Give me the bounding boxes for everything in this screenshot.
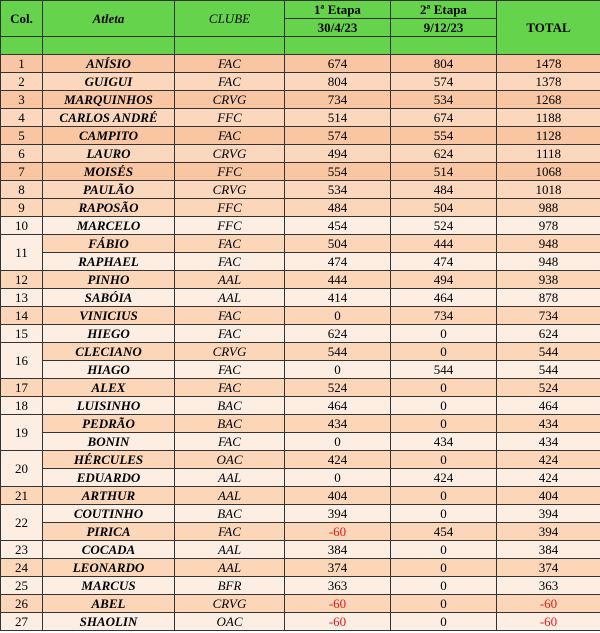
cell-atleta: RAPOSÃO [43,199,175,217]
cell-clube: FAC [175,325,285,343]
cell-col: 25 [1,577,43,595]
cell-etapa-1: 464 [285,397,391,415]
cell-total: 394 [497,505,600,523]
cell-etapa-2: 424 [391,469,497,487]
table-row [1,451,600,469]
cell-etapa-2: 0 [391,595,497,613]
header-etapa-2: 2ª Etapa [391,1,497,19]
cell-col: 6 [1,145,43,163]
cell-total: 404 [497,487,600,505]
cell-col: 13 [1,289,43,307]
cell-total: 1118 [497,145,600,163]
spacer-cell [43,37,175,55]
cell-clube: FAC [175,73,285,91]
cell-etapa-1: 804 [285,73,391,91]
cell-etapa-1: 674 [285,55,391,73]
cell-etapa-2: 0 [391,379,497,397]
cell-atleta: SABÓIA [43,289,175,307]
cell-clube: FFC [175,109,285,127]
header-etapa-1: 1ª Etapa [285,1,391,19]
table-row [1,55,600,73]
cell-etapa-1: 514 [285,109,391,127]
cell-atleta: COUTINHO [43,505,175,523]
cell-etapa-1: 534 [285,181,391,199]
cell-col: 17 [1,379,43,397]
cell-etapa-1: -60 [285,523,391,541]
cell-etapa-2: 484 [391,181,497,199]
cell-clube: FAC [175,523,285,541]
cell-etapa-1: 624 [285,325,391,343]
cell-col: 26 [1,595,43,613]
cell-etapa-2: 0 [391,577,497,595]
cell-atleta: HIAGO [43,361,175,379]
table-row [1,217,600,235]
cell-etapa-2: 0 [391,325,497,343]
cell-etapa-1: 434 [285,415,391,433]
spacer-cell [175,37,285,55]
cell-atleta: ARTHUR [43,487,175,505]
table-row [1,307,600,325]
table-row [1,613,600,631]
cell-clube: FAC [175,379,285,397]
header-col: Col. [1,1,43,37]
cell-atleta: CARLOS ANDRÉ [43,109,175,127]
cell-atleta: MOISÉS [43,163,175,181]
cell-clube: FAC [175,235,285,253]
cell-etapa-2: 464 [391,289,497,307]
cell-total: 1068 [497,163,600,181]
cell-atleta: EDUARDO [43,469,175,487]
cell-total: 988 [497,199,600,217]
cell-total: 1018 [497,181,600,199]
cell-clube: CRVG [175,91,285,109]
cell-col: 5 [1,127,43,145]
cell-clube: AAL [175,541,285,559]
cell-etapa-1: 0 [285,361,391,379]
cell-col: 15 [1,325,43,343]
cell-total: 424 [497,469,600,487]
cell-atleta: LEONARDO [43,559,175,577]
cell-clube: CRVG [175,595,285,613]
table-row [1,271,600,289]
cell-etapa-2: 524 [391,217,497,235]
cell-col: 3 [1,91,43,109]
cell-atleta: LAURO [43,145,175,163]
cell-col: 11 [1,235,43,271]
cell-total: 1378 [497,73,600,91]
table-row [1,145,600,163]
cell-clube: AAL [175,271,285,289]
cell-col: 14 [1,307,43,325]
cell-total: 384 [497,541,600,559]
cell-total: 363 [497,577,600,595]
cell-clube: FFC [175,217,285,235]
cell-etapa-2: 554 [391,127,497,145]
cell-total: 434 [497,415,600,433]
cell-etapa-1: 374 [285,559,391,577]
cell-atleta: FÁBIO [43,235,175,253]
table-row [1,325,600,343]
cell-total: -60 [497,613,600,631]
cell-col: 21 [1,487,43,505]
cell-etapa-1: 444 [285,271,391,289]
cell-etapa-1: -60 [285,595,391,613]
cell-atleta: MARQUINHOS [43,91,175,109]
cell-etapa-2: 504 [391,199,497,217]
cell-col: 4 [1,109,43,127]
cell-atleta: HÉRCULES [43,451,175,469]
cell-clube: BAC [175,397,285,415]
cell-etapa-1: 524 [285,379,391,397]
cell-etapa-2: 534 [391,91,497,109]
table-row [1,253,600,271]
cell-total: 434 [497,433,600,451]
cell-col: 16 [1,343,43,379]
cell-col: 24 [1,559,43,577]
cell-etapa-1: 0 [285,469,391,487]
cell-etapa-2: 474 [391,253,497,271]
cell-etapa-2: 454 [391,523,497,541]
cell-col: 8 [1,181,43,199]
header-atleta: Atleta [43,1,175,37]
cell-col: 19 [1,415,43,451]
table-row [1,127,600,145]
cell-etapa-1: 574 [285,127,391,145]
cell-etapa-1: 384 [285,541,391,559]
cell-etapa-2: 0 [391,505,497,523]
cell-etapa-2: 444 [391,235,497,253]
header-clube: CLUBE [175,1,285,37]
spacer-cell [1,37,43,55]
table-row [1,559,600,577]
cell-atleta: VINICIUS [43,307,175,325]
header-date-2: 9/12/23 [391,19,497,37]
cell-clube: AAL [175,289,285,307]
cell-clube: AAL [175,469,285,487]
cell-total: 978 [497,217,600,235]
cell-clube: FFC [175,199,285,217]
table-row [1,109,600,127]
cell-clube: CRVG [175,181,285,199]
cell-col: 20 [1,451,43,487]
cell-etapa-1: 474 [285,253,391,271]
cell-etapa-2: 0 [391,397,497,415]
table-row [1,361,600,379]
cell-atleta: CAMPITO [43,127,175,145]
cell-col: 10 [1,217,43,235]
cell-total: 948 [497,253,600,271]
cell-atleta: PEDRÃO [43,415,175,433]
cell-etapa-1: 414 [285,289,391,307]
cell-etapa-1: 0 [285,433,391,451]
cell-total: 544 [497,361,600,379]
cell-atleta: MARCELO [43,217,175,235]
cell-atleta: LUISINHO [43,397,175,415]
cell-total: 948 [497,235,600,253]
cell-etapa-1: 424 [285,451,391,469]
cell-clube: BFR [175,577,285,595]
cell-total: -60 [497,595,600,613]
cell-total: 524 [497,379,600,397]
cell-etapa-1: 734 [285,91,391,109]
cell-total: 424 [497,451,600,469]
cell-col: 2 [1,73,43,91]
cell-total: 734 [497,307,600,325]
cell-etapa-1: 404 [285,487,391,505]
table-row [1,433,600,451]
cell-clube: CRVG [175,145,285,163]
cell-col: 1 [1,55,43,73]
cell-total: 394 [497,523,600,541]
table-row [1,415,600,433]
spacer-cell [391,37,497,55]
cell-total: 938 [497,271,600,289]
cell-atleta: CLECIANO [43,343,175,361]
cell-clube: AAL [175,559,285,577]
cell-clube: FAC [175,307,285,325]
table-row [1,541,600,559]
cell-total: 1188 [497,109,600,127]
cell-clube: CRVG [175,343,285,361]
cell-total: 1128 [497,127,600,145]
cell-atleta: GUIGUI [43,73,175,91]
cell-etapa-1: 484 [285,199,391,217]
table-row [1,91,600,109]
cell-etapa-2: 0 [391,541,497,559]
cell-etapa-1: 554 [285,163,391,181]
cell-etapa-1: 454 [285,217,391,235]
cell-atleta: PIRICA [43,523,175,541]
table-row [1,343,600,361]
cell-etapa-1: 394 [285,505,391,523]
cell-etapa-2: 0 [391,451,497,469]
cell-atleta: SHAOLIN [43,613,175,631]
cell-col: 23 [1,541,43,559]
cell-etapa-2: 0 [391,343,497,361]
table-row [1,577,600,595]
cell-clube: OAC [175,613,285,631]
table-row [1,235,600,253]
table-row [1,199,600,217]
cell-etapa-1: -60 [285,613,391,631]
cell-etapa-1: 504 [285,235,391,253]
cell-clube: OAC [175,451,285,469]
cell-etapa-2: 0 [391,487,497,505]
cell-total: 1478 [497,55,600,73]
table-row [1,469,600,487]
table-body [1,55,600,631]
table-row [1,595,600,613]
cell-clube: FAC [175,361,285,379]
cell-etapa-1: 544 [285,343,391,361]
cell-clube: AAL [175,487,285,505]
table-row [1,397,600,415]
cell-atleta: ALEX [43,379,175,397]
header-total: TOTAL [497,1,600,55]
cell-etapa-1: 363 [285,577,391,595]
cell-etapa-2: 544 [391,361,497,379]
cell-etapa-2: 494 [391,271,497,289]
cell-clube: FFC [175,163,285,181]
cell-etapa-2: 804 [391,55,497,73]
cell-atleta: HIEGO [43,325,175,343]
cell-etapa-2: 0 [391,559,497,577]
spacer-cell [285,37,391,55]
cell-col: 12 [1,271,43,289]
cell-atleta: COCADA [43,541,175,559]
cell-total: 878 [497,289,600,307]
cell-col: 22 [1,505,43,541]
cell-total: 464 [497,397,600,415]
cell-atleta: ABEL [43,595,175,613]
cell-atleta: BONIN [43,433,175,451]
cell-etapa-2: 574 [391,73,497,91]
cell-total: 544 [497,343,600,361]
table-row [1,163,600,181]
cell-etapa-2: 674 [391,109,497,127]
cell-clube: FAC [175,127,285,145]
cell-clube: FAC [175,433,285,451]
cell-etapa-2: 514 [391,163,497,181]
cell-etapa-1: 494 [285,145,391,163]
cell-col: 7 [1,163,43,181]
cell-atleta: ANÍSIO [43,55,175,73]
cell-atleta: MARCUS [43,577,175,595]
cell-etapa-2: 624 [391,145,497,163]
cell-etapa-2: 0 [391,613,497,631]
table-row [1,73,600,91]
cell-clube: BAC [175,505,285,523]
table-row [1,505,600,523]
cell-etapa-2: 0 [391,415,497,433]
table-row [1,487,600,505]
cell-total: 624 [497,325,600,343]
table-row [1,379,600,397]
cell-atleta: RAPHAEL [43,253,175,271]
cell-atleta: PINHO [43,271,175,289]
cell-total: 374 [497,559,600,577]
table-row [1,289,600,307]
table-row [1,181,600,199]
cell-col: 9 [1,199,43,217]
cell-etapa-1: 0 [285,307,391,325]
cell-etapa-2: 734 [391,307,497,325]
header-date-1: 30/4/23 [285,19,391,37]
cell-clube: FAC [175,55,285,73]
cell-col: 18 [1,397,43,415]
table-row [1,523,600,541]
cell-clube: BAC [175,415,285,433]
cell-atleta: PAULÃO [43,181,175,199]
table-header [1,1,600,55]
cell-clube: FAC [175,253,285,271]
cell-col: 27 [1,613,43,631]
cell-total: 1268 [497,91,600,109]
cell-etapa-2: 434 [391,433,497,451]
